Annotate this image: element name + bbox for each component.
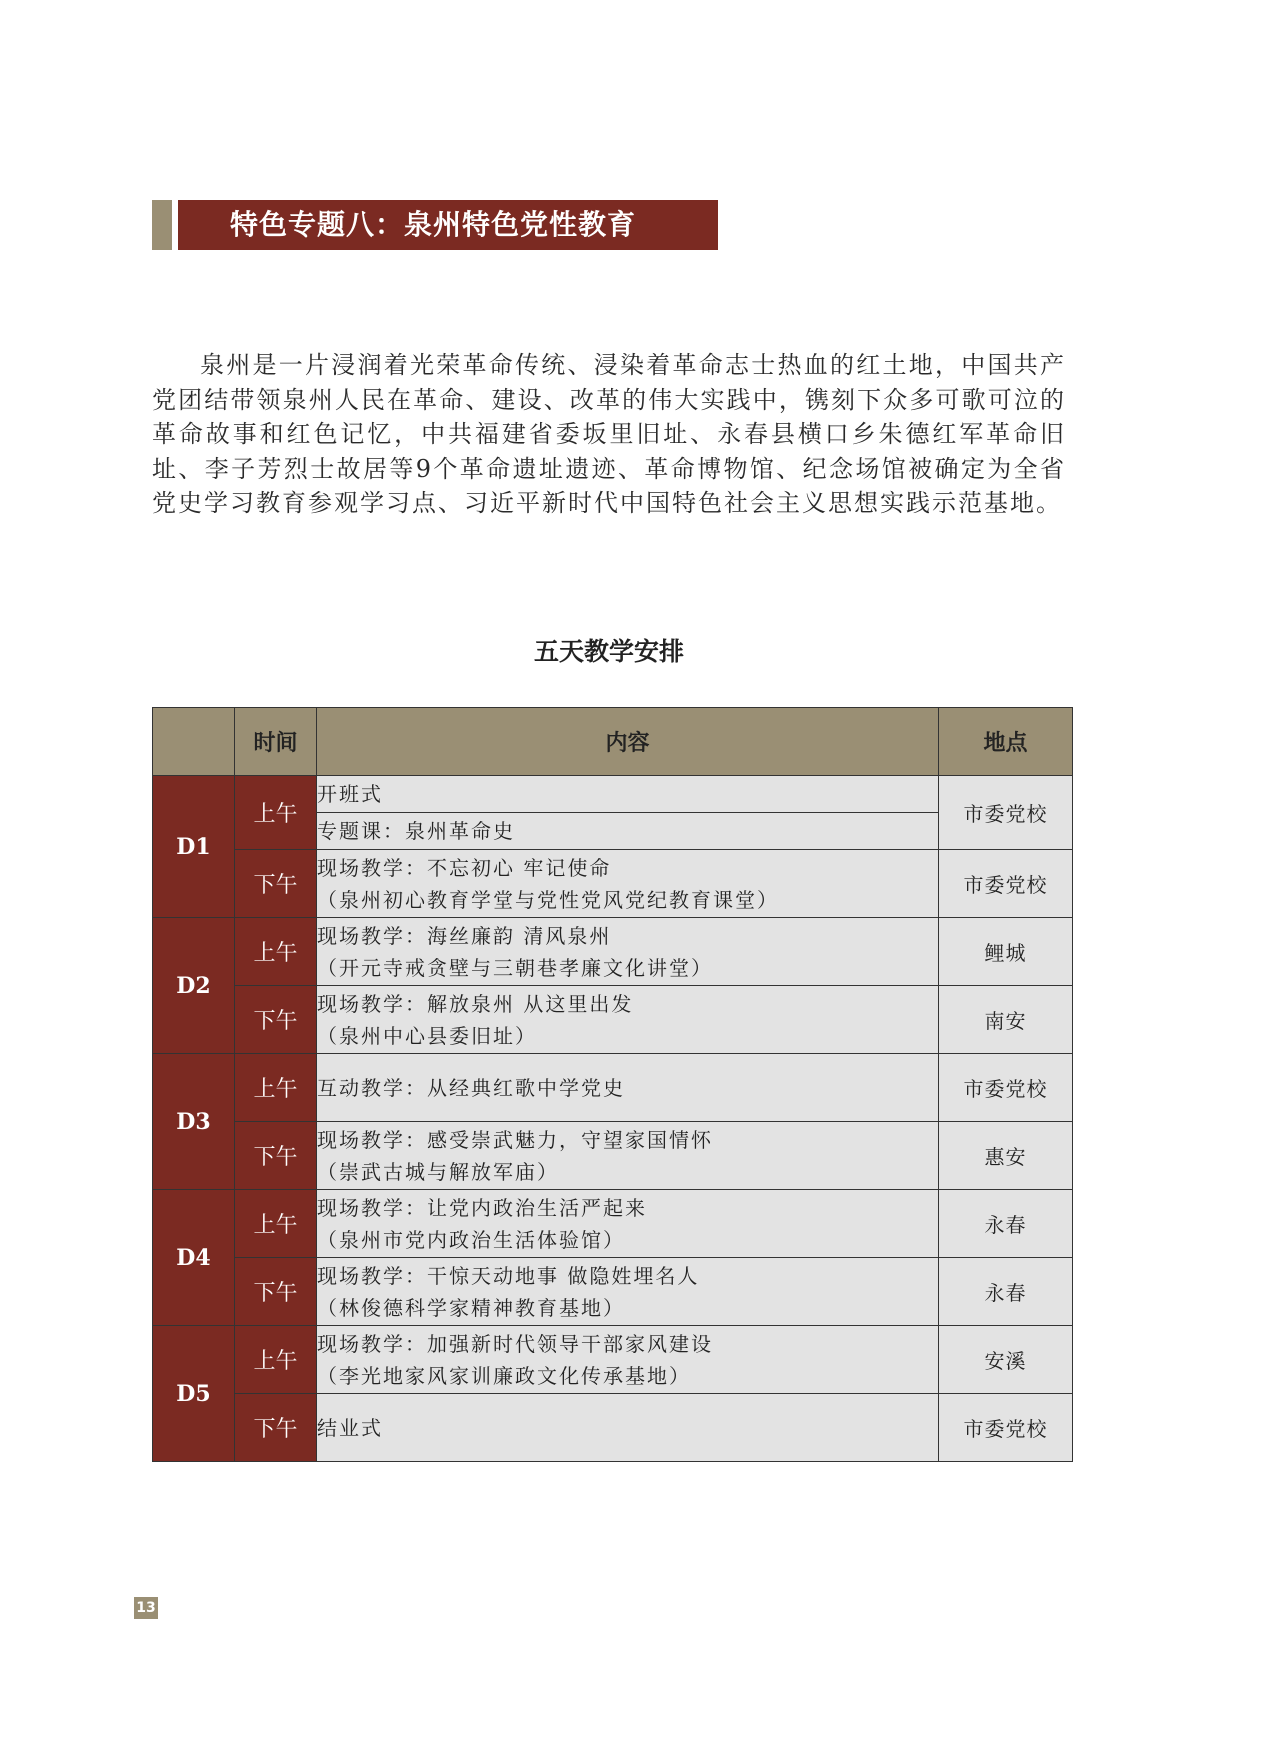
schedule-title: 五天教学安排 — [533, 637, 684, 666]
place-cell: 市委党校 — [939, 1054, 1073, 1122]
period-am: 上午 — [235, 1054, 317, 1122]
content-line: （林俊德科学家精神教育基地） — [317, 1295, 625, 1320]
period-am: 上午 — [235, 776, 317, 850]
period-pm: 下午 — [235, 986, 317, 1054]
table-row — [153, 986, 1073, 1054]
content-cell: 互动教学：从经典红歌中学党史 — [317, 1054, 939, 1122]
content-cell: 结业式 — [317, 1394, 939, 1462]
place-cell: 市委党校 — [939, 776, 1073, 850]
content-line: 现场教学：让党内政治生活严起来 — [317, 1195, 647, 1220]
place-cell: 市委党校 — [939, 1394, 1073, 1462]
table-row — [153, 1122, 1073, 1190]
content-cell — [317, 1258, 939, 1326]
place-cell: 市委党校 — [939, 850, 1073, 918]
content-cell — [317, 1190, 939, 1258]
table-row — [153, 1258, 1073, 1326]
period-pm: 下午 — [235, 1258, 317, 1326]
period-pm: 下午 — [235, 1394, 317, 1462]
content-line: （崇武古城与解放军庙） — [317, 1159, 559, 1184]
place-cell: 永春 — [939, 1190, 1073, 1258]
day-label: D1 — [153, 776, 235, 918]
place-cell: 永春 — [939, 1258, 1073, 1326]
table-row — [153, 850, 1073, 918]
content-line: （李光地家风家训廉政文化传承基地） — [317, 1363, 691, 1388]
day-label: D2 — [153, 918, 235, 1054]
place-cell: 南安 — [939, 986, 1073, 1054]
content-line: （开元寺戒贪壁与三朝巷孝廉文化讲堂） — [317, 955, 713, 980]
content-line: 现场教学：不忘初心 牢记使命 — [317, 855, 612, 880]
period-pm: 下午 — [235, 850, 317, 918]
header-place: 地点 — [939, 708, 1073, 776]
place-cell: 惠安 — [939, 1122, 1073, 1190]
day-label: D5 — [153, 1326, 235, 1462]
content-line: 现场教学：海丝廉韵 清风泉州 — [317, 923, 612, 948]
header-day — [153, 708, 235, 776]
header-content: 内容 — [317, 708, 939, 776]
header-time: 时间 — [235, 708, 317, 776]
content-line: 现场教学：感受崇武魅力，守望家国情怀 — [317, 1127, 713, 1152]
day-label: D4 — [153, 1190, 235, 1326]
content-line: 现场教学：干惊天动地事 做隐姓埋名人 — [317, 1263, 700, 1288]
table-header-row — [153, 708, 1073, 776]
content-line: 现场教学：加强新时代领导干部家风建设 — [317, 1331, 713, 1356]
table-row — [153, 1394, 1073, 1462]
table-row — [153, 1054, 1073, 1122]
content-cell — [317, 986, 939, 1054]
place-cell: 安溪 — [939, 1326, 1073, 1394]
place-cell: 鲤城 — [939, 918, 1073, 986]
day-label: D3 — [153, 1054, 235, 1190]
table-row — [153, 918, 1073, 986]
content-line: 现场教学：解放泉州 从这里出发 — [317, 991, 634, 1016]
table-row — [153, 776, 1073, 813]
content-cell — [317, 850, 939, 918]
content-cell — [317, 1326, 939, 1394]
content-cell — [317, 1122, 939, 1190]
section-title: 特色专题八：泉州特色党性教育 — [178, 200, 718, 250]
table-row — [153, 1326, 1073, 1394]
content-line: （泉州中心县委旧址） — [317, 1023, 537, 1048]
content-line: （泉州市党内政治生活体验馆） — [317, 1227, 625, 1252]
schedule-table — [152, 707, 1073, 1462]
section-title-bar — [152, 200, 718, 250]
intro-paragraph: 泉州是一片浸润着光荣革命传统、浸染着革命志士热血的红土地，中国共产党团结带领泉州人民在革命、建设、改革的伟大实践中，镌刻下众多可歌可泣的革命故事和红色记忆，中共福建省委坂里旧址、永春县横口乡朱德红军革命旧址、李子芳烈士故居等9个革命遗址遗迹、革命博物馆、纪念场馆被确定为全省党史学习教育参观学习点、习近平新时代中国特色社会主义思想实践示范基地。 — [152, 351, 1066, 517]
content-cell — [317, 918, 939, 986]
title-accent-block — [152, 200, 172, 250]
period-am: 上午 — [235, 1190, 317, 1258]
content-cell: 开班式 — [317, 776, 939, 813]
period-am: 上午 — [235, 918, 317, 986]
page-number: 13 — [134, 1597, 158, 1619]
content-cell: 专题课：泉州革命史 — [317, 813, 939, 850]
period-am: 上午 — [235, 1326, 317, 1394]
table-row — [153, 1190, 1073, 1258]
period-pm: 下午 — [235, 1122, 317, 1190]
content-line: （泉州初心教育学堂与党性党风党纪教育课堂） — [317, 887, 779, 912]
